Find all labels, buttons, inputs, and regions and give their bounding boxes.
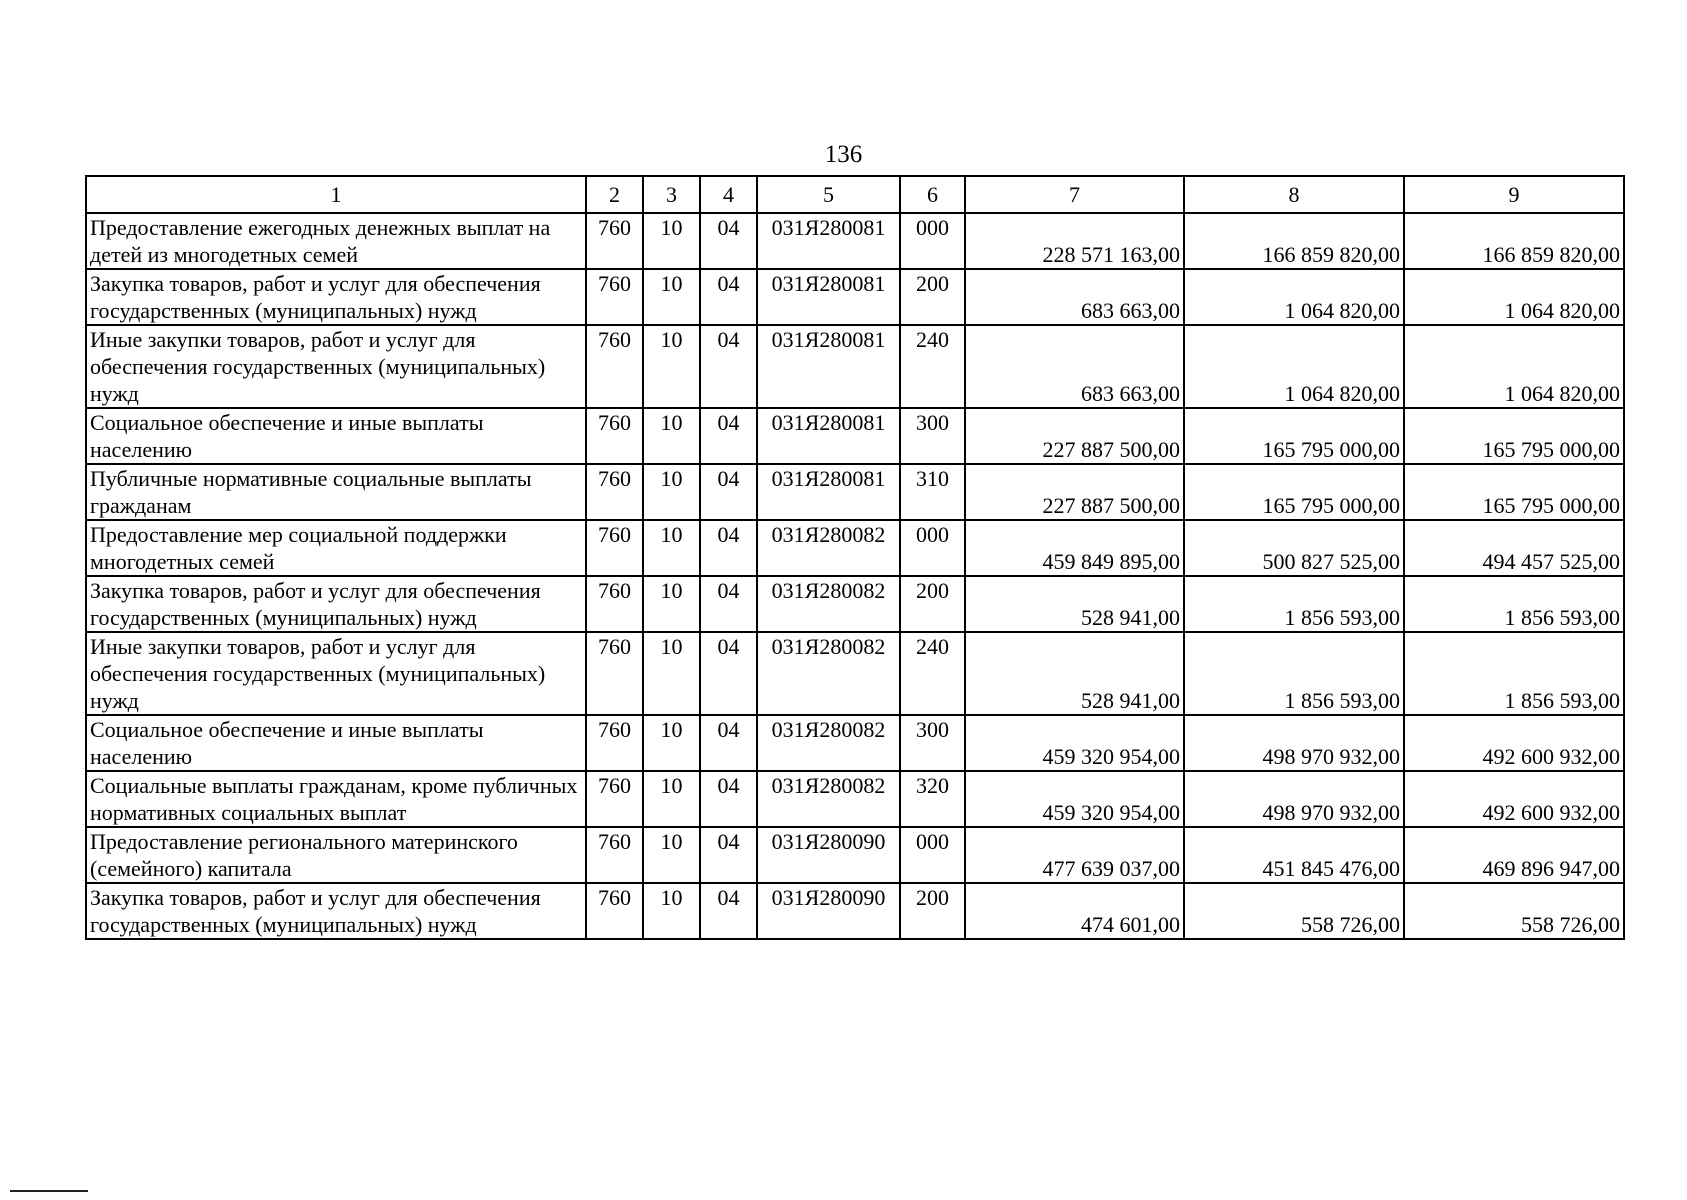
header-cell-6: 6 <box>900 176 965 213</box>
footer-rule <box>10 1190 88 1192</box>
header-cell-7: 7 <box>965 176 1184 213</box>
row-code-6-cell: 200 <box>900 883 965 939</box>
row-code-3-cell: 10 <box>643 883 700 939</box>
row-amount-7-cell: 528 941,00 <box>965 632 1184 715</box>
row-amount-8-cell: 1 064 820,00 <box>1184 325 1404 408</box>
row-amount-9-cell: 494 457 525,00 <box>1404 520 1624 576</box>
row-code-6-cell: 200 <box>900 269 965 325</box>
row-code-5-cell: 031Я280082 <box>757 576 900 632</box>
row-code-3-cell: 10 <box>643 715 700 771</box>
row-name-cell: Предоставление регионального материнского (семейного) капитала <box>86 827 586 883</box>
row-amount-7-cell: 459 849 895,00 <box>965 520 1184 576</box>
row-amount-8-cell: 498 970 932,00 <box>1184 715 1404 771</box>
row-amount-9-cell: 1 064 820,00 <box>1404 325 1624 408</box>
row-amount-7-cell: 227 887 500,00 <box>965 408 1184 464</box>
row-code-6-cell: 240 <box>900 325 965 408</box>
row-code-3-cell: 10 <box>643 632 700 715</box>
row-name-cell: Социальные выплаты гражданам, кроме публичных нормативных социальных выплат <box>86 771 586 827</box>
header-cell-9: 9 <box>1404 176 1624 213</box>
row-code-2-cell: 760 <box>586 408 643 464</box>
row-code-3-cell: 10 <box>643 576 700 632</box>
row-code-3-cell: 10 <box>643 464 700 520</box>
row-code-5-cell: 031Я280081 <box>757 408 900 464</box>
row-code-3-cell: 10 <box>643 325 700 408</box>
row-code-3-cell: 10 <box>643 213 700 269</box>
row-amount-8-cell: 498 970 932,00 <box>1184 771 1404 827</box>
row-amount-8-cell: 500 827 525,00 <box>1184 520 1404 576</box>
row-amount-7-cell: 227 887 500,00 <box>965 464 1184 520</box>
header-cell-4: 4 <box>700 176 757 213</box>
row-amount-9-cell: 165 795 000,00 <box>1404 464 1624 520</box>
row-code-5-cell: 031Я280081 <box>757 464 900 520</box>
row-code-3-cell: 10 <box>643 827 700 883</box>
row-code-3-cell: 10 <box>643 408 700 464</box>
row-amount-7-cell: 683 663,00 <box>965 325 1184 408</box>
row-amount-7-cell: 228 571 163,00 <box>965 213 1184 269</box>
table-row <box>86 269 1624 325</box>
row-code-3-cell: 10 <box>643 269 700 325</box>
row-code-5-cell: 031Я280081 <box>757 269 900 325</box>
header-row <box>86 176 1624 213</box>
row-code-4-cell: 04 <box>700 408 757 464</box>
row-amount-8-cell: 1 856 593,00 <box>1184 576 1404 632</box>
row-code-3-cell: 10 <box>643 771 700 827</box>
row-code-6-cell: 200 <box>900 576 965 632</box>
row-name-cell: Предоставление мер социальной поддержки многодетных семей <box>86 520 586 576</box>
row-code-2-cell: 760 <box>586 715 643 771</box>
row-code-6-cell: 000 <box>900 213 965 269</box>
table-body <box>86 176 1624 939</box>
row-code-4-cell: 04 <box>700 213 757 269</box>
header-cell-8: 8 <box>1184 176 1404 213</box>
row-code-2-cell: 760 <box>586 883 643 939</box>
row-code-6-cell: 300 <box>900 408 965 464</box>
row-code-5-cell: 031Я280090 <box>757 827 900 883</box>
row-code-5-cell: 031Я280082 <box>757 520 900 576</box>
row-code-6-cell: 310 <box>900 464 965 520</box>
row-code-5-cell: 031Я280082 <box>757 771 900 827</box>
row-amount-9-cell: 1 064 820,00 <box>1404 269 1624 325</box>
row-amount-9-cell: 492 600 932,00 <box>1404 715 1624 771</box>
table-row <box>86 576 1624 632</box>
row-amount-8-cell: 1 856 593,00 <box>1184 632 1404 715</box>
row-code-6-cell: 320 <box>900 771 965 827</box>
row-code-4-cell: 04 <box>700 883 757 939</box>
row-name-cell: Социальное обеспечение и иные выплаты населению <box>86 715 586 771</box>
row-amount-7-cell: 459 320 954,00 <box>965 715 1184 771</box>
row-code-6-cell: 000 <box>900 520 965 576</box>
row-code-2-cell: 760 <box>586 827 643 883</box>
row-code-5-cell: 031Я280090 <box>757 883 900 939</box>
row-code-3-cell: 10 <box>643 520 700 576</box>
row-code-2-cell: 760 <box>586 269 643 325</box>
row-name-cell: Закупка товаров, работ и услуг для обеспечения государственных (муниципальных) нужд <box>86 883 586 939</box>
row-name-cell: Закупка товаров, работ и услуг для обеспечения государственных (муниципальных) нужд <box>86 269 586 325</box>
row-code-4-cell: 04 <box>700 464 757 520</box>
row-amount-9-cell: 1 856 593,00 <box>1404 576 1624 632</box>
table-row <box>86 408 1624 464</box>
row-code-2-cell: 760 <box>586 325 643 408</box>
row-code-2-cell: 760 <box>586 576 643 632</box>
row-name-cell: Иные закупки товаров, работ и услуг для обеспечения государственных (муниципальных) нужд <box>86 632 586 715</box>
page-number: 136 <box>824 141 863 168</box>
row-amount-9-cell: 558 726,00 <box>1404 883 1624 939</box>
row-code-4-cell: 04 <box>700 520 757 576</box>
row-code-2-cell: 760 <box>586 464 643 520</box>
row-code-6-cell: 240 <box>900 632 965 715</box>
table-row <box>86 213 1624 269</box>
row-code-5-cell: 031Я280081 <box>757 325 900 408</box>
row-code-4-cell: 04 <box>700 325 757 408</box>
row-code-4-cell: 04 <box>700 632 757 715</box>
table-row <box>86 464 1624 520</box>
row-amount-9-cell: 166 859 820,00 <box>1404 213 1624 269</box>
row-code-2-cell: 760 <box>586 771 643 827</box>
row-name-cell: Публичные нормативные социальные выплаты гражданам <box>86 464 586 520</box>
row-amount-7-cell: 528 941,00 <box>965 576 1184 632</box>
table-row <box>86 715 1624 771</box>
row-name-cell: Иные закупки товаров, работ и услуг для обеспечения государственных (муниципальных) нужд <box>86 325 586 408</box>
header-cell-5: 5 <box>757 176 900 213</box>
row-code-6-cell: 000 <box>900 827 965 883</box>
row-name-cell: Предоставление ежегодных денежных выплат на детей из многодетных семей <box>86 213 586 269</box>
row-code-4-cell: 04 <box>700 269 757 325</box>
row-amount-8-cell: 1 064 820,00 <box>1184 269 1404 325</box>
row-amount-7-cell: 683 663,00 <box>965 269 1184 325</box>
table-row <box>86 771 1624 827</box>
row-code-4-cell: 04 <box>700 827 757 883</box>
row-code-4-cell: 04 <box>700 715 757 771</box>
row-code-4-cell: 04 <box>700 771 757 827</box>
table-row <box>86 827 1624 883</box>
row-amount-9-cell: 469 896 947,00 <box>1404 827 1624 883</box>
budget-table <box>85 175 1625 940</box>
row-code-4-cell: 04 <box>700 576 757 632</box>
row-name-cell: Закупка товаров, работ и услуг для обеспечения государственных (муниципальных) нужд <box>86 576 586 632</box>
table-row <box>86 325 1624 408</box>
row-code-2-cell: 760 <box>586 213 643 269</box>
row-code-2-cell: 760 <box>586 520 643 576</box>
row-code-5-cell: 031Я280082 <box>757 632 900 715</box>
row-amount-9-cell: 1 856 593,00 <box>1404 632 1624 715</box>
table-row <box>86 883 1624 939</box>
row-amount-8-cell: 451 845 476,00 <box>1184 827 1404 883</box>
row-amount-7-cell: 474 601,00 <box>965 883 1184 939</box>
row-code-6-cell: 300 <box>900 715 965 771</box>
row-name-cell: Социальное обеспечение и иные выплаты населению <box>86 408 586 464</box>
row-amount-7-cell: 459 320 954,00 <box>965 771 1184 827</box>
row-amount-8-cell: 165 795 000,00 <box>1184 464 1404 520</box>
row-code-5-cell: 031Я280082 <box>757 715 900 771</box>
row-amount-8-cell: 558 726,00 <box>1184 883 1404 939</box>
row-amount-7-cell: 477 639 037,00 <box>965 827 1184 883</box>
row-amount-9-cell: 165 795 000,00 <box>1404 408 1624 464</box>
row-amount-8-cell: 166 859 820,00 <box>1184 213 1404 269</box>
table-row <box>86 520 1624 576</box>
header-cell-3: 3 <box>643 176 700 213</box>
header-cell-2: 2 <box>586 176 643 213</box>
table-row <box>86 632 1624 715</box>
row-code-2-cell: 760 <box>586 632 643 715</box>
row-amount-8-cell: 165 795 000,00 <box>1184 408 1404 464</box>
row-code-5-cell: 031Я280081 <box>757 213 900 269</box>
header-cell-1: 1 <box>86 176 586 213</box>
row-amount-9-cell: 492 600 932,00 <box>1404 771 1624 827</box>
